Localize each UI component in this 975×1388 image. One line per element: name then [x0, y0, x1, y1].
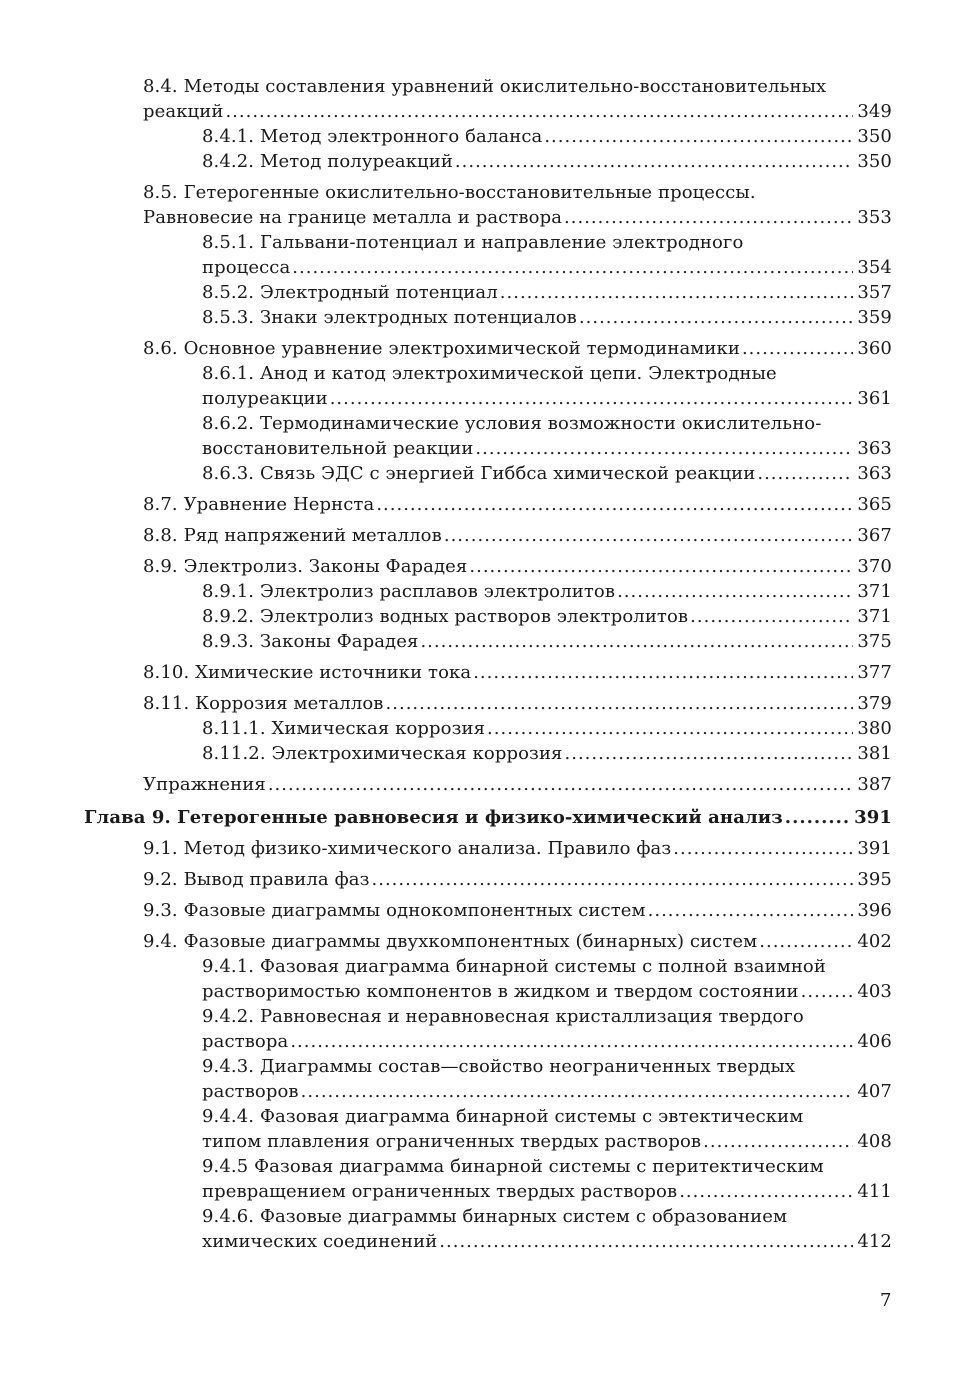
dot-leader: [679, 1179, 853, 1204]
toc-entry-page-number: 411: [857, 1181, 892, 1202]
toc-entry-title: 9.2. Вывод правила фаз: [143, 869, 370, 890]
dot-leader: [801, 979, 854, 1004]
toc-subsection-entry: [202, 741, 892, 766]
toc-entry-page-number: 391: [854, 807, 892, 828]
toc-entry-page-number: 381: [857, 743, 892, 764]
toc-entry-title: 8.9.1. Электролиз расплавов электролитов: [202, 581, 616, 602]
dot-leader: [469, 554, 853, 579]
dot-leader: [703, 1129, 853, 1154]
dot-leader: [690, 604, 853, 629]
toc-subsection-entry: [202, 361, 892, 411]
toc-entry-title: процесса: [202, 257, 291, 278]
toc-subsection-entry: [202, 230, 892, 280]
toc-entry-title-first-line: 9.4.3. Диаграммы состав—свойство неограниченных твердых: [202, 1056, 796, 1077]
toc-entry-page-number: 407: [857, 1081, 892, 1102]
dot-leader: [617, 579, 853, 604]
toc-subsection-entry: [202, 1154, 892, 1204]
toc-section-entry: [143, 929, 892, 954]
toc-section-entry: [143, 180, 892, 230]
toc-entry-title-first-line: 8.4. Методы составления уравнений окислительно-восстановительных: [143, 76, 827, 97]
toc-subsection-entry: [202, 1054, 892, 1104]
toc-entry-title: превращением ограниченных твердых растворов: [202, 1181, 678, 1202]
toc-entry-line: [202, 1229, 892, 1254]
toc-entry-title: 8.8. Ряд напряжений металлов: [143, 525, 442, 546]
toc-entry-page-number: 406: [857, 1031, 892, 1052]
toc-subsection-entry: [202, 149, 892, 174]
toc-entry-title: Равновесие на границе металла и раствора: [143, 207, 563, 228]
toc-entry-page-number: 375: [857, 631, 892, 652]
toc-section-entry: [143, 336, 892, 361]
toc-entry-line: [202, 741, 892, 766]
toc-entry-title: 8.5.3. Знаки электродных потенциалов: [202, 307, 577, 328]
toc-entry-line: [143, 836, 892, 861]
dot-leader: [673, 836, 853, 861]
toc-entry-title-first-line: 9.4.5 Фазовая диаграмма бинарной системы с перитектическим: [202, 1156, 824, 1177]
toc-entry-page-number: 408: [857, 1131, 892, 1152]
toc-entry-line: [143, 492, 892, 517]
dot-leader: [564, 205, 853, 230]
toc-entry-page-number: 354: [857, 257, 892, 278]
toc-entry-title: раствора: [202, 1031, 289, 1052]
toc-subsection-entry: [202, 579, 892, 604]
toc-entry-line: [202, 604, 892, 629]
toc-entry-title: 8.6.3. Связь ЭДС с энергией Гиббса химической реакции: [202, 463, 756, 484]
toc-entry-page-number: 349: [857, 101, 892, 122]
toc-entry-title: 8.6. Основное уравнение электрохимической термодинамики: [143, 338, 740, 359]
toc-entry-title-first-line: 9.4.4. Фазовая диаграмма бинарной системы с эвтектическим: [202, 1106, 804, 1127]
toc-entry-title: 8.4.2. Метод полуреакций: [202, 151, 453, 172]
dot-leader: [420, 629, 853, 654]
toc-entry-title-first-line: 8.5. Гетерогенные окислительно-восстановительные процессы.: [143, 182, 756, 203]
toc-entry-line: [202, 1079, 892, 1104]
dot-leader: [225, 99, 853, 124]
toc-entry-page-number: 403: [857, 981, 892, 1002]
toc-entry-page-number: 412: [857, 1231, 892, 1252]
toc-entry-title-first-line: 8.6.1. Анод и катод электрохимической цепи. Электродные: [202, 363, 777, 384]
toc-subsection-entry: [202, 305, 892, 330]
toc-entry-title: реакций: [143, 101, 224, 122]
toc-entry-page-number: 350: [857, 151, 892, 172]
toc-subsection-entry: [202, 411, 892, 461]
toc-entry-title-first-line: 8.6.2. Термодинамические условия возможности окислительно-: [202, 413, 822, 434]
toc-entry-title: 8.4.1. Метод электронного баланса: [202, 126, 543, 147]
toc-entry-line: [202, 280, 892, 305]
dot-leader: [292, 255, 853, 280]
toc-section-entry: [143, 867, 892, 892]
toc-entry-line: [202, 1129, 892, 1154]
toc-entry-title: 8.9.3. Законы Фарадея: [202, 631, 419, 652]
toc-entry-title: Глава 9. Гетерогенные равновесия и физико-химический анализ: [84, 807, 783, 828]
toc-section-entry: [143, 74, 892, 124]
toc-entry-line: [143, 660, 892, 685]
toc-section-entry: [143, 523, 892, 548]
toc-entry-page-number: 367: [857, 525, 892, 546]
toc-entry-title: 8.9. Электролиз. Законы Фарадея: [143, 556, 468, 577]
toc-subsection-entry: [202, 716, 892, 741]
dot-leader: [386, 691, 854, 716]
toc-entry-line: [143, 898, 892, 923]
toc-section-entry: [143, 836, 892, 861]
dot-leader: [648, 898, 854, 923]
dot-leader: [439, 1229, 853, 1254]
toc-entry-page-number: 395: [857, 869, 892, 890]
page-number: 7: [880, 1290, 892, 1311]
toc-entry-line: [202, 716, 892, 741]
toc-entry-page-number: 379: [857, 693, 892, 714]
dot-leader: [455, 149, 853, 174]
toc-entry-page-number: 371: [857, 581, 892, 602]
toc-subsection-entry: [202, 954, 892, 1004]
toc-subsection-entry: [202, 280, 892, 305]
toc-entry-page-number: 391: [857, 838, 892, 859]
toc-entry-line: [143, 772, 892, 797]
dot-leader: [500, 280, 854, 305]
dot-leader: [290, 1029, 853, 1054]
toc-entry-title-first-line: 9.4.1. Фазовая диаграмма бинарной системы с полной взаимной: [202, 956, 826, 977]
toc-entry-line: [202, 979, 892, 1004]
dot-leader: [487, 716, 853, 741]
toc-entry-line: [143, 336, 892, 361]
toc-entry-page-number: 371: [857, 606, 892, 627]
toc-entry-line: [143, 929, 892, 954]
toc-entry-title: типом плавления ограниченных твердых растворов: [202, 1131, 702, 1152]
dot-leader: [444, 523, 853, 548]
toc-entry-line: [202, 1029, 892, 1054]
dot-leader: [785, 805, 850, 830]
toc-entry-page-number: 380: [857, 718, 892, 739]
toc-entry-page-number: 353: [857, 207, 892, 228]
toc-entry-title: 9.4. Фазовые диаграммы двухкомпонентных (бинарных) систем: [143, 931, 758, 952]
toc-entry-title: 8.11.2. Электрохимическая коррозия: [202, 743, 563, 764]
dot-leader: [301, 1079, 854, 1104]
toc-entry-page-number: 363: [857, 463, 892, 484]
dot-leader: [376, 492, 853, 517]
toc-entry-title: 8.9.2. Электролиз водных растворов электролитов: [202, 606, 689, 627]
toc-entry-line: [202, 305, 892, 330]
toc-subsection-entry: [202, 1104, 892, 1154]
toc-section-entry: [143, 691, 892, 716]
toc-entry-title: 8.11.1. Химическая коррозия: [202, 718, 486, 739]
toc-entry-page-number: 387: [857, 774, 892, 795]
toc-entry-page-number: 350: [857, 126, 892, 147]
toc-section-entry: [143, 772, 892, 797]
toc-entry-title: 8.5.2. Электродный потенциал: [202, 282, 498, 303]
toc-entry-page-number: 377: [857, 662, 892, 683]
dot-leader: [475, 436, 853, 461]
toc-entry-line: [202, 629, 892, 654]
dot-leader: [565, 741, 854, 766]
toc-entry-title: 8.10. Химические источники тока: [143, 662, 472, 683]
toc-subsection-entry: [202, 604, 892, 629]
dot-leader: [759, 929, 853, 954]
toc-entry-title-first-line: 9.4.6. Фазовые диаграммы бинарных систем с образованием: [202, 1206, 788, 1227]
dot-leader: [579, 305, 853, 330]
toc-entry-line: [143, 691, 892, 716]
toc-entry-title-first-line: 8.5.1. Гальвани-потенциал и направление электродного: [202, 232, 744, 253]
toc-entry-line: [84, 805, 892, 830]
toc-section-entry: [143, 898, 892, 923]
dot-leader: [268, 772, 854, 797]
toc-entry-page-number: 360: [857, 338, 892, 359]
toc-entry-line: [143, 99, 892, 124]
toc-entry-page-number: 365: [857, 494, 892, 515]
toc-entry-page-number: 359: [857, 307, 892, 328]
toc-entry-page-number: 361: [857, 388, 892, 409]
toc-entry-line: [202, 1179, 892, 1204]
toc-subsection-entry: [202, 124, 892, 149]
toc-entry-title: 8.7. Уравнение Нернста: [143, 494, 375, 515]
toc-entry-title: растворимостью компонентов в жидком и твердом состоянии: [202, 981, 799, 1002]
toc-entry-title: химических соединений: [202, 1231, 438, 1252]
toc-entry-line: [143, 205, 892, 230]
toc-entry-line: [202, 124, 892, 149]
toc-subsection-entry: [202, 1204, 892, 1254]
toc-subsection-entry: [202, 629, 892, 654]
toc-entry-line: [202, 461, 892, 486]
dot-leader: [473, 660, 853, 685]
toc-entry-page-number: 357: [857, 282, 892, 303]
toc-entry-line: [202, 579, 892, 604]
toc-entry-title: 9.3. Фазовые диаграммы однокомпонентных систем: [143, 900, 646, 921]
toc-entry-page-number: 402: [857, 931, 892, 952]
toc-entry-title-first-line: 9.4.2. Равновесная и неравновесная кристаллизация твердого: [202, 1006, 804, 1027]
toc-entry-page-number: 370: [857, 556, 892, 577]
toc-section-entry: [143, 554, 892, 579]
toc-entry-page-number: 396: [857, 900, 892, 921]
toc-entry-line: [202, 255, 892, 280]
dot-leader: [757, 461, 853, 486]
toc-entry-title: полуреакции: [202, 388, 328, 409]
toc-chapter-entry: [84, 805, 892, 830]
toc-entry-page-number: 363: [857, 438, 892, 459]
toc-section-entry: [143, 492, 892, 517]
dot-leader: [330, 386, 854, 411]
dot-leader: [742, 336, 853, 361]
toc-entry-line: [143, 867, 892, 892]
toc-entry-line: [143, 554, 892, 579]
toc-entry-title: Упражнения: [143, 774, 266, 795]
dot-leader: [372, 867, 854, 892]
toc-subsection-entry: [202, 1004, 892, 1054]
toc-subsection-entry: [202, 461, 892, 486]
toc-section-entry: [143, 660, 892, 685]
toc-entry-title: восстановительной реакции: [202, 438, 474, 459]
toc-entry-line: [202, 149, 892, 174]
toc-entry-line: [143, 523, 892, 548]
dot-leader: [544, 124, 853, 149]
toc-entry-line: [202, 386, 892, 411]
toc-entry-title: растворов: [202, 1081, 299, 1102]
toc-entry-title: 8.11. Коррозия металлов: [143, 693, 384, 714]
toc-entry-title: 9.1. Метод физико-химического анализа. Правило фаз: [143, 838, 672, 859]
toc-entry-line: [202, 436, 892, 461]
table-of-contents: [0, 74, 975, 1254]
